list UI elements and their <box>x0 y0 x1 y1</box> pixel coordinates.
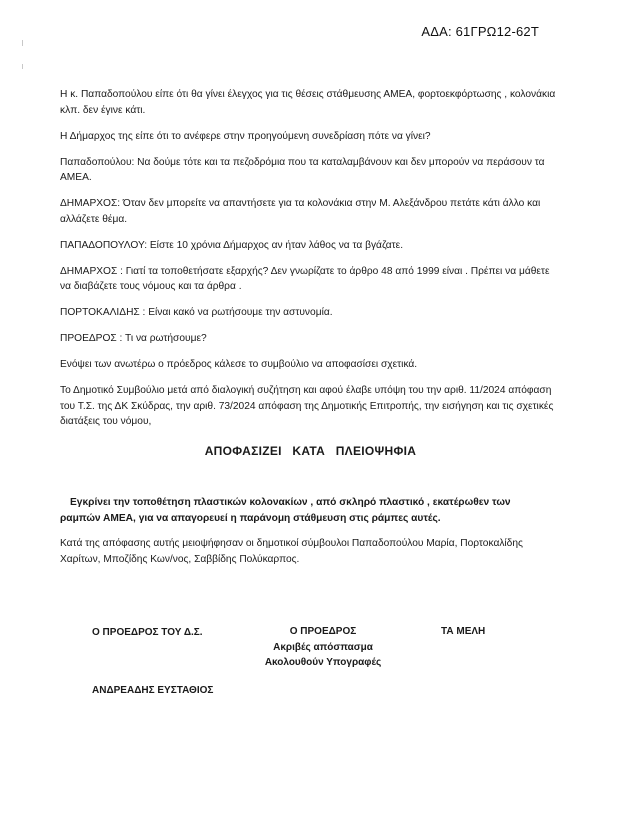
paragraph: ΠΑΠΑΔΟΠΟΥΛΟΥ: Είστε 10 χρόνια Δήμαρχος αν ήταν λάθος να τα βγάζατε. <box>60 239 404 251</box>
margin-mark <box>22 64 23 69</box>
paragraph: ΔΗΜΑΡΧΟΣ: Όταν δεν μπορείτε να απαντήσετε για τα κολονάκια στην Μ. Αλεξάνδρου πετάτε κάτι άλλο και αλλάζετε θέμα. <box>60 198 541 225</box>
ada-code: ΑΔΑ: 61ΓΡΩ12-62Τ <box>421 24 539 39</box>
paragraph: Παπαδοπούλου: Να δούμε τότε και τα πεζοδρόμια που τα καταλαμβάνουν και δεν μπορούν να περάσουν τα ΑΜΕΑ. <box>60 156 545 183</box>
signature-president-block <box>258 624 388 671</box>
exact-excerpt-label: Ακριβές απόσπασμα <box>273 641 373 653</box>
paragraph: Το Δημοτικό Συμβούλιο μετά από διαλογική συζήτηση και αφού έλαβε υπόψη του την αριθ. 11/2024 απόφαση του Τ.Σ. της ΔΚ Σκύδρας, την αριθ. 73/2024 απόφαση της Δημοτικής Επιτροπής, την εισήγηση και τις σχετικές διατάξεις του νόμου, <box>60 385 554 427</box>
decision-title: ΑΠΟΦΑΣΙΖΕΙ ΚΑΤΑ ΠΛΕΙΟΨΗΦΙΑ <box>204 444 417 458</box>
minority-vote-text: Κατά της απόφασης αυτής μειοψήφησαν οι δημοτικοί σύμβουλοι Παπαδοπούλου Μαρία, Πορτοκαλίδης Χαρίτων, Μποζίδης Κων/νος, Σαββίδης Πολύκαρπος. <box>60 538 523 565</box>
margin-mark <box>22 40 23 46</box>
signature-president-title: Ο ΠΡΟΕΔΡΟΣ <box>289 626 357 637</box>
paragraph: Ενόψει των ανωτέρω ο πρόεδρος κάλεσε το συμβούλιο να αποφασίσει σχετικά. <box>60 359 418 370</box>
president-name: ΑΝΔΡΕΑΔΗΣ ΕΥΣΤΑΘΙΟΣ <box>92 685 214 696</box>
minutes-body <box>60 87 560 440</box>
signature-members: ΤΑ ΜΕΛΗ <box>441 626 486 637</box>
paragraph: Η κ. Παπαδοπούλου είπε ότι θα γίνει έλεγχος για τις θέσεις στάθμευσης ΑΜΕΑ, φορτοεκφόρτωσης , κολονάκια κλπ. δεν έγινε κάτι. <box>60 89 556 116</box>
signatures-follow-label: Ακολουθούν Υπογραφές <box>264 657 382 668</box>
signature-president-council: Ο ΠΡΟΕΔΡΟΣ ΤΟΥ Δ.Σ. <box>92 627 203 638</box>
paragraph: Η Δήμαρχος της είπε ότι το ανέφερε στην προηγούμενη συνεδρίαση πότε να γίνει? <box>60 130 431 142</box>
paragraph: ΠΡΟΕΔΡΟΣ : Τι να ρωτήσουμε? <box>60 333 207 344</box>
approved-decision-text: Εγκρίνει την τοποθέτηση πλαστικών κολονακίων , από σκληρό πλαστικό , εκατέρωθεν των ραμπών ΑΜΕΑ, για να απαγορευεί η παράνομη στάθμευση στις ράμπες αυτές. <box>60 497 511 524</box>
paragraph: ΔΗΜΑΡΧΟΣ : Γιατί τα τοποθετήσατε εξαρχής? Δεν γνωρίζατε το άρθρο 48 από 1999 είναι . Πρέπει να μάθετε να διαβάζετε τους νόμους και τα άρθρα . <box>60 265 550 292</box>
paragraph: ΠΟΡΤΟΚΑΛΙΔΗΣ : Είναι κακό να ρωτήσουμε την αστυνομία. <box>60 307 333 318</box>
